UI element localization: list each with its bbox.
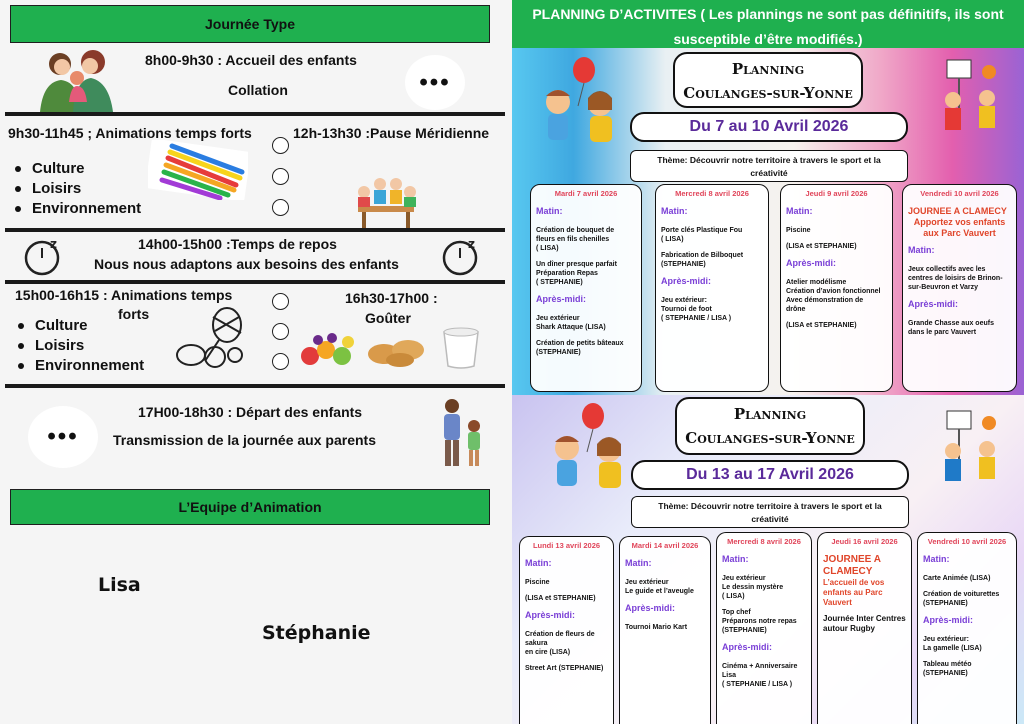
animations-afternoon-text-2: forts: [118, 306, 150, 322]
depart-text: 17H00-18h30 : Départ des enfants: [138, 404, 363, 420]
family-illustration: [35, 44, 117, 112]
adaptons-text: Nous nous adaptons aux besoins des enfants: [94, 256, 399, 272]
checkbox-circle-icon: [272, 137, 289, 154]
parent-child-walking-illustration: [436, 396, 492, 472]
collation-text: Collation: [228, 82, 288, 98]
activities-list-morning: [10, 159, 141, 219]
list-item: Environnement: [10, 199, 141, 219]
planning-header-line1: PLANNING D’ACTIVITES ( Les plannings ne sont pas définitifs, ils sont: [532, 6, 1004, 22]
day-card-mercredi-2: Mercredi 8 avril 2026 Matin: Jeu extérieur Le dessin mystère ( LISA) Top chef Préparons notre repas (STEPHANIE) Après-midi: Cinéma + Anniversaire Lisa ( STEPHANIE / LISA ): [716, 532, 812, 724]
divider: [5, 384, 505, 388]
animations-afternoon-text: 15h00-16h15 : Animations temps: [15, 287, 233, 303]
divider: [5, 112, 505, 116]
plan1-theme: Thème: Découvrir notre territoire à travers le sport et la créativité: [630, 150, 908, 182]
activities-list-afternoon: [13, 316, 144, 376]
list-item: Culture: [10, 159, 141, 179]
plan2-theme: Thème: Découvrir notre territoire à travers le sport et la créativité: [631, 496, 909, 528]
plan1-title: Planning Coulanges-sur-Yonne: [673, 52, 863, 108]
list-item: Loisirs: [13, 336, 144, 356]
children-eating-illustration: [350, 170, 422, 230]
day-card-jeudi-16: Jeudi 16 avril 2026 JOURNEE A CLAMECY L’accueil de vos enfants au Parc Vauvert Journée Inter Centres autour Rugby: [817, 532, 912, 724]
speech-bubble-icon: •••: [405, 55, 465, 110]
list-item: Culture: [13, 316, 144, 336]
checkbox-circle-icon: [272, 168, 289, 185]
divider: [5, 228, 505, 232]
pause-meridienne-text: 12h-13h30 :Pause Méridienne: [293, 125, 490, 141]
checkbox-circle-icon: [272, 293, 289, 310]
kids-basketball-illustration: [935, 54, 1011, 150]
equipe-header: L’Equipe d’Animation: [10, 489, 490, 525]
madeleines-image: [364, 330, 434, 368]
plan2-dates: Du 13 au 17 Avril 2026: [631, 460, 909, 490]
svg-text:z: z: [468, 237, 475, 251]
checkbox-circle-icon: [272, 199, 289, 216]
day-card-vendredi-2: Vendredi 10 avril 2026 Matin: Carte Animée (LISA) Création de voiturettes (STEPHANIE) Après-midi: Jeu extérieur: La gamelle (LISA) Tableau météo (STEPHANIE): [917, 532, 1017, 724]
checkbox-circle-icon: [272, 353, 289, 370]
kids-basketball-illustration: [935, 405, 1011, 501]
animator-name-stephanie: Stéphanie: [262, 622, 371, 644]
accueil-text: 8h00-9h30 : Accueil des enfants: [145, 52, 357, 68]
kids-balloon-illustration: [536, 54, 632, 154]
day-card-mercredi: Mercredi 8 avril 2026 Matin: Porte clés Plastique Fou ( LISA) Fabrication de Bilboquet (STEPHANIE) Après-midi: Jeu extérieur: Tournoi de foot ( STEPHANIE / LISA ): [655, 184, 769, 392]
list-item: Loisirs: [10, 179, 141, 199]
animator-name-lisa: Lisa: [98, 574, 141, 596]
sports-balls-icon: [175, 305, 253, 373]
yogurt-image: [436, 322, 486, 372]
animations-morning-text: 9h30-11h45 ; Animations temps forts: [8, 125, 252, 141]
day-card-mardi-14: Mardi 14 avril 2026 Matin: Jeu extérieur Le guide et l’aveugle Après-midi: Tournoi Mario Kart: [619, 536, 711, 724]
colored-pencils-image: [148, 140, 248, 200]
transmission-text: Transmission de la journée aux parents: [113, 432, 376, 448]
divider: [5, 280, 505, 284]
day-card-lundi: Lundi 13 avril 2026 Matin: Piscine (LISA et STEPHANIE) Après-midi: Création de fleurs de sakura en cire (LISA) Street Art (STEPHANIE): [519, 536, 614, 724]
plan1-dates: Du 7 au 10 Avril 2026: [630, 112, 908, 142]
day-card-mardi: Mardi 7 avril 2026 Matin: Création de bouquet de fleurs en fils chenilles ( LISA) Un dîner presque parfait Préparation Repas ( STEPHANIE) Après-midi: Jeu extérieur Shark Attaque (LISA) Création de petits bâteaux (STEPHANIE): [530, 184, 642, 392]
day-card-vendredi: Vendredi 10 avril 2026 JOURNEE A CLAMECY Apportez vos enfants aux Parc Vauvert Matin: Jeux collectifs avec les centres de loisirs de Brinon- sur-Beuvron et Varzy Après-midi: Grande Chasse aux oeufs dans le parc Vauvert: [902, 184, 1017, 392]
gouter-time-text: 16h30-17h00 :: [345, 290, 438, 306]
planning-header-line2: susceptible d’être modifiés.): [673, 31, 863, 47]
list-item: Environnement: [13, 356, 144, 376]
fruit-image: [298, 328, 358, 368]
plan2-title: Planning Coulanges-sur-Yonne: [675, 397, 865, 455]
kids-balloon-illustration: [545, 400, 641, 500]
sleep-clock-icon: [22, 234, 66, 278]
checkbox-circle-icon: [272, 323, 289, 340]
speech-bubble-icon: •••: [28, 406, 98, 468]
journee-type-header: Journée Type: [10, 5, 490, 43]
day-card-jeudi: Jeudi 9 avril 2026 Matin: Piscine (LISA et STEPHANIE) Après-midi: Atelier modélisme Création d’avion fonctionnel Avec démonstration de drône (LISA et STEPHANIE): [780, 184, 893, 392]
svg-text:z: z: [50, 237, 57, 251]
planning-header: [512, 0, 1024, 48]
sleep-clock-icon: [440, 234, 484, 278]
repos-text: 14h00-15h00 :Temps de repos: [138, 236, 337, 252]
gouter-text: Goûter: [365, 310, 411, 326]
